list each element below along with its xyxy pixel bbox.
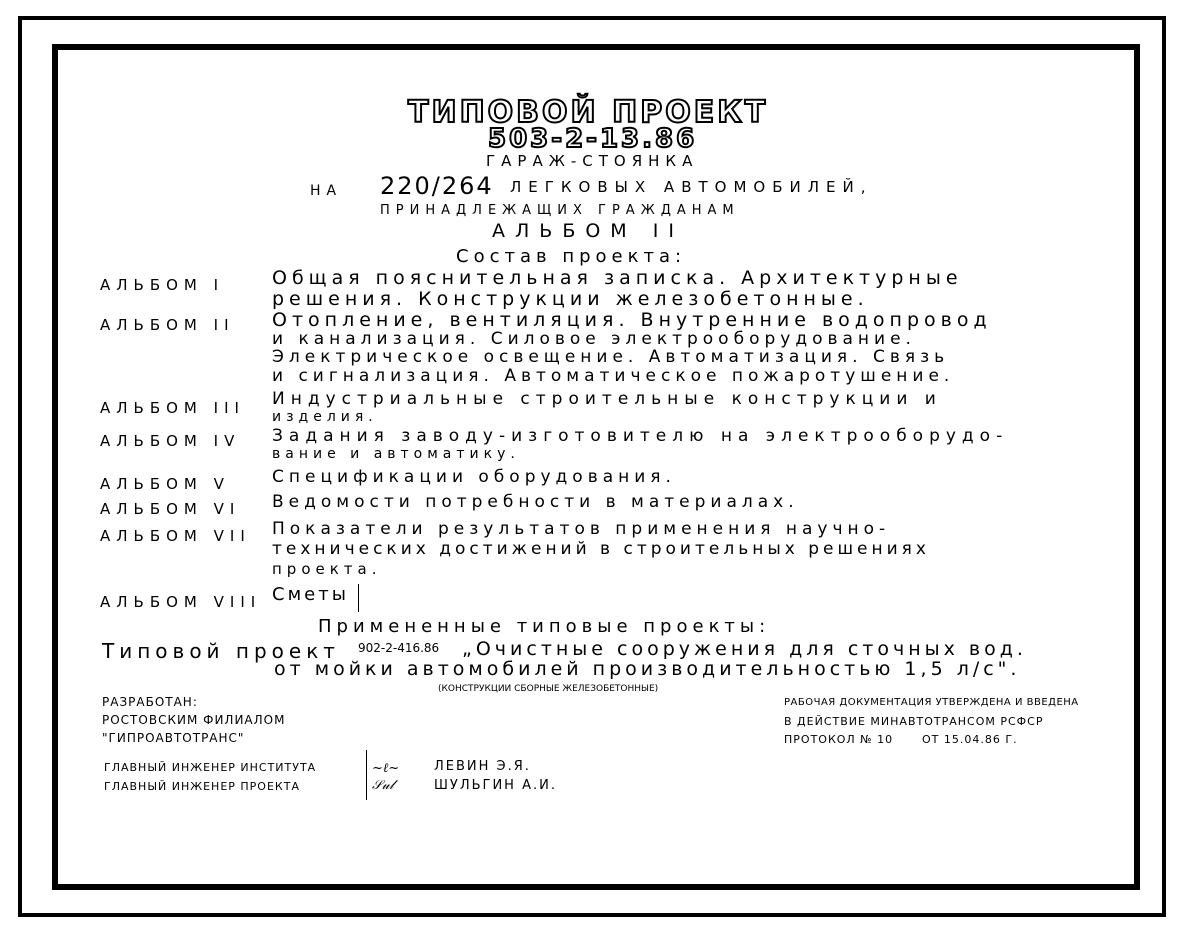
approval-protocol: ПРОТОКОЛ № 10 [784,733,894,746]
signature-name: ЛЕВИН Э.Я. [434,759,531,774]
album-text-line: Электрическое освещение. Автоматизация. Связь [272,347,950,367]
album-text-line: технических достижений в строительных решениях [272,539,930,559]
title-line4-suffix: ЛЕГКОВЫХ АВТОМОБИЛЕЙ, [510,178,873,196]
title-line3: ГАРАЖ-СТОЯНКА [486,152,699,170]
applied-project-number: 902-2-416.86 [358,641,440,655]
album-label: АЛЬБОМ VIII [100,593,262,611]
title-line4-prefix: НА [310,183,343,199]
album-text-line: и сигнализация. Автоматическое пожаротушение. [272,366,955,386]
album-text-line: Показатели результатов применения научно- [272,519,891,539]
signature-role: ГЛАВНЫЙ ИНЖЕНЕР ИНСТИТУТА [104,761,317,774]
album-text-line: Сметы [272,584,349,605]
album-label: АЛЬБОМ IV [100,432,241,450]
signature-mark: ~ℓ~ [372,761,400,776]
album-text-line: решения. Конструкции железобетонные. [272,288,869,310]
signature-divider [366,750,367,800]
composition-heading: Состав проекта: [456,246,687,267]
developer-org1: РОСТОВСКИМ ФИЛИАЛОМ [102,713,286,727]
signature-role: ГЛАВНЫЙ ИНЖЕНЕР ПРОЕКТА [104,780,300,793]
album-text-line: Ведомости потребности в материалах. [272,492,799,512]
album-text-line: изделия. [272,409,378,425]
applied-heading: Примененные типовые проекты: [318,616,771,637]
applied-prefix: Типовой проект [102,639,340,663]
album-label: АЛЬБОМ I [100,276,225,294]
signature-mark: 𝒮𝓊𝓁 [372,778,394,793]
album-text-line: Отопление, вентиляция. Внутренние водопровод [272,309,992,331]
signature-name: ШУЛЬГИН А.И. [434,778,557,793]
approval-date: ОТ 15.04.86 Г. [922,733,1018,746]
developer-label: РАЗРАБОТАН: [102,695,198,709]
album-label: АЛЬБОМ VII [100,527,251,545]
album-text-line: Индустриальные строительные конструкции и [272,389,942,409]
title-line5: ПРИНАДЛЕЖАЩИХ ГРАЖДАНАМ [380,203,740,218]
title-line1: ТИПОВОЙ ПРОЕКТ [408,95,769,130]
album-text-line: вание и автоматику. [272,446,520,462]
approval-line2: В ДЕЙСТВИЕ МИНАВТОТРАНСОМ РСФСР [784,715,1044,728]
applied-line2: от мойки автомобилей производительностью 1,5 л/с". [274,658,1021,680]
album-label: АЛЬБОМ III [100,399,245,417]
applied-line1-rest: „Очистные сооружения для сточных вод. [462,638,1027,660]
approval-line1: РАБОЧАЯ ДОКУМЕНТАЦИЯ УТВЕРЖДЕНА И ВВЕДЕНА [784,697,1079,708]
divider [358,584,359,612]
album-text-line: Задания заводу-изготовителю на электрооборудо- [272,426,1009,446]
album-text-line: Спецификации оборудования. [272,467,676,487]
album-label: АЛЬБОМ VI [100,500,241,518]
applied-note: (КОНСТРУКЦИИ СБОРНЫЕ ЖЕЛЕЗОБЕТОННЫЕ) [438,684,659,694]
project-number: 503-2-13.86 [488,124,698,154]
album-title: АЛЬБОМ II [492,220,684,242]
album-text-line: и канализация. Силовое электрооборудование. [272,329,916,349]
album-text-line: Общая пояснительная записка. Архитектурные [272,267,963,289]
album-label: АЛЬБОМ V [100,475,230,493]
title-line4-number: 220/264 [380,172,494,200]
developer-org2: "ГИПРОАВТОТРАНС" [102,731,245,745]
album-text-line: проекта. [272,560,382,578]
album-label: АЛЬБОМ II [100,316,235,334]
